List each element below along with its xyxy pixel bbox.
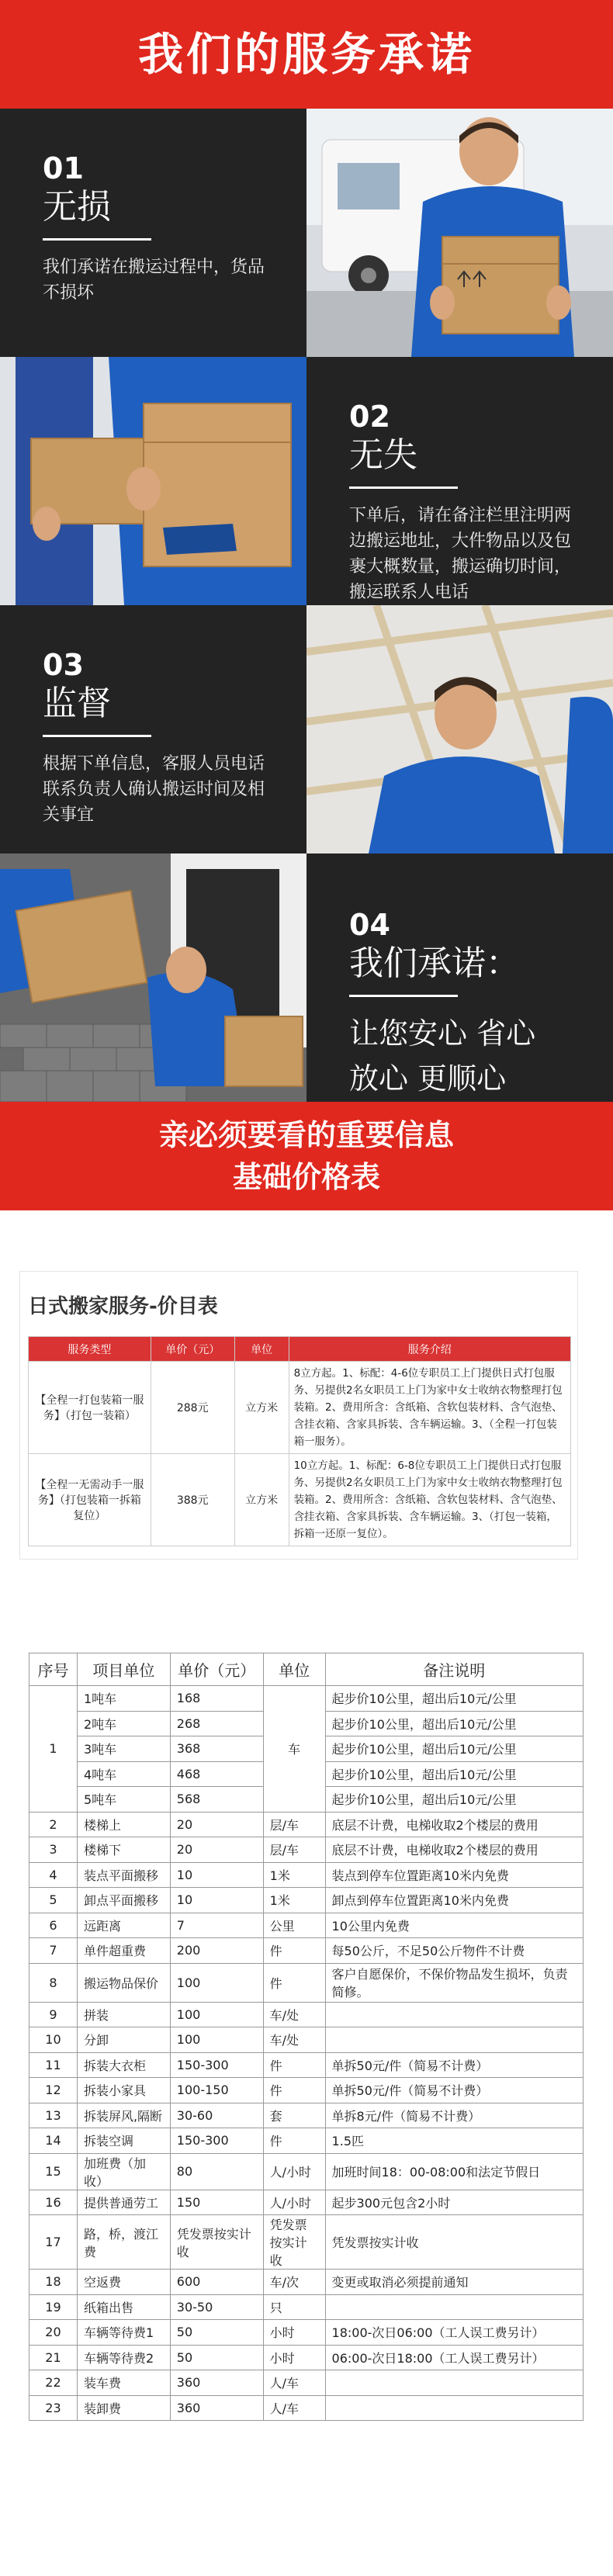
promise-number: 03 xyxy=(43,648,84,682)
item-price: 568 xyxy=(170,1787,263,1813)
item-price: 凭发票按实计收 xyxy=(170,2215,263,2270)
row-number: 19 xyxy=(29,2294,78,2320)
item-price: 168 xyxy=(170,1686,263,1712)
table-row xyxy=(29,2215,584,2270)
row-number: 7 xyxy=(29,1938,78,1964)
item-note: 卸点到停车位置距离10米内免费 xyxy=(325,1888,583,1913)
item-name: 提供普通劳工 xyxy=(77,2190,170,2215)
item-unit: 小时 xyxy=(263,2345,325,2370)
item-price: 150 xyxy=(170,2190,263,2215)
header-cell: 项目单位 xyxy=(77,1653,170,1686)
table-row xyxy=(29,1454,571,1546)
table-row xyxy=(29,1913,584,1938)
item-unit: 件 xyxy=(263,1938,325,1964)
item-price: 30-60 xyxy=(170,2103,263,2128)
table-row xyxy=(29,2270,584,2295)
item-unit: 凭发票按实计收 xyxy=(263,2215,325,2270)
item-unit: 车/处 xyxy=(263,2027,325,2053)
item-price: 368 xyxy=(170,1736,263,1762)
item-note: 起步价10公里，超出后10元/公里 xyxy=(325,1736,583,1762)
item-note: 底层不计费，电梯收取2个楼层的费用 xyxy=(325,1837,583,1863)
item-price: 100 xyxy=(170,1963,263,2002)
spacer xyxy=(0,1560,613,1653)
item-note: 客户自愿保价，不保价物品发生损坏，负责简修。 xyxy=(325,1963,583,2002)
promise-title: 监督 xyxy=(43,684,111,723)
promise-text-2 xyxy=(306,357,613,605)
item-price: 50 xyxy=(170,2345,263,2370)
item-note: 起步价10公里，超出后10元/公里 xyxy=(325,1761,583,1787)
promise-desc: 我们承诺在搬运过程中，货品不损坏 xyxy=(43,258,265,303)
item-unit: 套 xyxy=(263,2103,325,2128)
promise-text-3 xyxy=(0,605,306,853)
table-row xyxy=(29,2128,584,2154)
service-detail: 10立方起。1、标配：6-8位专职员工上门提供日式打包服务、另提供2名女职员工上门为家中女士收纳衣物整理打包装箱。2、费用所含：含纸箱、含软包装材料、含气泡垫、含挂衣箱、含家具拆装、含车辆运输。3、（打包一装箱，拆箱一还原一复位）。 xyxy=(289,1454,570,1546)
top-banner-title: 我们的服务承诺 xyxy=(137,28,475,81)
service-detail: 8立方起。1、标配：4-6位专职员工上门提供日式打包服务、另提供2名女职员工上门为家中女士收纳衣物整理打包装箱。2、费用所含：含纸箱、含软包装材料、含气泡垫、含挂衣箱、含家具拆装、含车辆运输。3、（全程一打包装箱一服务）。 xyxy=(289,1362,570,1454)
promise-text-1 xyxy=(0,109,306,357)
item-price: 80 xyxy=(170,2153,263,2190)
item-note: 起步价10公里，超出后10元/公里 xyxy=(325,1686,583,1712)
item-note: 每50公斤，不足50公斤物件不计费 xyxy=(325,1938,583,1964)
service-type: 【全程一无需动手一服务】（打包装箱一拆箱复位） xyxy=(29,1454,151,1546)
item-unit: 小时 xyxy=(263,2320,325,2346)
item-name: 2吨车 xyxy=(77,1711,170,1736)
item-note: 底层不计费，电梯收取2个楼层的费用 xyxy=(325,1812,583,1837)
item-price: 20 xyxy=(170,1837,263,1863)
item-note xyxy=(325,2294,583,2320)
table-row xyxy=(29,2052,584,2078)
item-price: 360 xyxy=(170,2395,263,2421)
row-number: 12 xyxy=(29,2078,78,2103)
item-note: 装点到停车位置距离10米内免费 xyxy=(325,1862,583,1888)
service-price: 388元 xyxy=(151,1454,234,1546)
service-price: 288元 xyxy=(151,1362,234,1454)
table-row xyxy=(29,2294,584,2320)
row-number: 2 xyxy=(29,1812,78,1837)
item-note: 单拆8元/件（简易不计费） xyxy=(325,2103,583,2128)
item-price: 7 xyxy=(170,1913,263,1938)
item-name: 分卸 xyxy=(77,2027,170,2053)
promise-row-4 xyxy=(0,853,613,1102)
promise-row-1 xyxy=(0,109,613,357)
item-unit: 人/车 xyxy=(263,2395,325,2421)
promise-line-2: 放心 更顺心 xyxy=(349,1061,507,1096)
item-name: 车辆等待费1 xyxy=(77,2320,170,2346)
item-name: 纸箱出售 xyxy=(77,2294,170,2320)
row-number: 14 xyxy=(29,2128,78,2154)
item-name: 楼梯下 xyxy=(77,1837,170,1863)
row-number: 13 xyxy=(29,2103,78,2128)
item-price: 150-300 xyxy=(170,2128,263,2154)
row-number: 6 xyxy=(29,1913,78,1938)
item-price: 100 xyxy=(170,2027,263,2053)
movers-loading-van-photo xyxy=(0,853,306,1102)
item-name: 拆装屏风,隔断 xyxy=(77,2103,170,2128)
item-name: 装点平面搬移 xyxy=(77,1862,170,1888)
item-price: 268 xyxy=(170,1711,263,1736)
table-row xyxy=(29,2320,584,2346)
item-note xyxy=(325,2027,583,2053)
item-note: 起步价10公里，超出后10元/公里 xyxy=(325,1711,583,1736)
table-row xyxy=(29,2370,584,2396)
row-number: 21 xyxy=(29,2345,78,2370)
item-name: 拼装 xyxy=(77,2002,170,2027)
item-note: 变更或取消必须提前通知 xyxy=(325,2270,583,2295)
row-number: 8 xyxy=(29,1963,78,2002)
item-unit: 1米 xyxy=(263,1862,325,1888)
table-row xyxy=(29,2345,584,2370)
item-name: 楼梯上 xyxy=(77,1812,170,1837)
table-header-row xyxy=(29,1653,584,1686)
table-row xyxy=(29,1812,584,1837)
item-note xyxy=(325,2370,583,2396)
mover-assembling-shelf-photo xyxy=(306,605,613,853)
promise-row-3 xyxy=(0,605,613,853)
item-name: 卸点平面搬移 xyxy=(77,1888,170,1913)
table-row xyxy=(29,2153,584,2190)
item-price: 360 xyxy=(170,2370,263,2396)
item-name: 搬运物品保价 xyxy=(77,1963,170,2002)
item-name: 空返费 xyxy=(77,2270,170,2295)
table-row xyxy=(29,1862,584,1888)
item-name: 加班费（加收） xyxy=(77,2153,170,2190)
item-name: 装卸费 xyxy=(77,2395,170,2421)
item-note: 单拆50元/件（简易不计费） xyxy=(325,2052,583,2078)
promise-title: 无损 xyxy=(43,187,111,227)
info-banner-line-1: 亲必须要看的重要信息 xyxy=(158,1118,454,1152)
item-price: 150-300 xyxy=(170,2052,263,2078)
service-price-table xyxy=(28,1336,571,1546)
table-row xyxy=(29,2078,584,2103)
row-number: 18 xyxy=(29,2270,78,2295)
item-name: 路，桥，渡江费 xyxy=(77,2215,170,2270)
item-note: 凭发票按实计收 xyxy=(325,2215,583,2270)
item-note: 18:00-次日06:00（工人误工费另计） xyxy=(325,2320,583,2346)
table-row xyxy=(29,2027,584,2053)
item-unit: 人/车 xyxy=(263,2370,325,2396)
item-name: 5吨车 xyxy=(77,1787,170,1813)
promise-title: 我们承诺： xyxy=(349,943,520,983)
item-unit: 人/小时 xyxy=(263,2153,325,2190)
item-note: 10公里内免费 xyxy=(325,1913,583,1938)
item-unit: 车 xyxy=(263,1686,325,1813)
header-cell: 服务介绍 xyxy=(289,1337,570,1362)
item-unit: 件 xyxy=(263,2078,325,2103)
table-row xyxy=(29,2190,584,2215)
item-unit: 层/车 xyxy=(263,1837,325,1863)
promise-desc: 下单后，请在备注栏里注明两边搬运地址，大件物品以及包裹大概数量，搬运确切时间，搬运联系人电话 xyxy=(349,506,572,602)
item-name: 远距离 xyxy=(77,1913,170,1938)
divider xyxy=(43,238,151,241)
item-price: 10 xyxy=(170,1862,263,1888)
service-type: 【全程一打包装箱一服务】（打包一装箱） xyxy=(29,1362,151,1454)
item-unit: 只 xyxy=(263,2294,325,2320)
table-row xyxy=(29,2002,584,2027)
header-cell: 单价（元） xyxy=(170,1653,263,1686)
row-number: 4 xyxy=(29,1862,78,1888)
table-row xyxy=(29,1963,584,2002)
item-name: 拆装大衣柜 xyxy=(77,2052,170,2078)
row-number: 15 xyxy=(29,2153,78,2190)
table-header-row xyxy=(29,1337,571,1362)
item-unit: 车/次 xyxy=(263,2270,325,2295)
item-name: 4吨车 xyxy=(77,1761,170,1787)
header-cell: 备注说明 xyxy=(325,1653,583,1686)
basic-price-table xyxy=(29,1653,584,2421)
item-unit: 人/小时 xyxy=(263,2190,325,2215)
table-row xyxy=(29,2103,584,2128)
item-price: 20 xyxy=(170,1812,263,1837)
row-number: 23 xyxy=(29,2395,78,2421)
header-cell: 单位 xyxy=(263,1653,325,1686)
header-cell: 服务类型 xyxy=(29,1337,151,1362)
item-note: 单拆50元/件（简易不计费） xyxy=(325,2078,583,2103)
mover-carrying-box-photo xyxy=(0,357,306,605)
row-number: 9 xyxy=(29,2002,78,2027)
promise-desc: 根据下单信息，客服人员电话联系负责人确认搬运时间及相关事宜 xyxy=(43,754,265,825)
table-row xyxy=(29,1686,584,1712)
table-row xyxy=(29,1888,584,1913)
item-note: 起步价10公里，超出后10元/公里 xyxy=(325,1787,583,1813)
promise-text-4 xyxy=(306,853,613,1102)
table-row xyxy=(29,1362,571,1454)
promise-number: 04 xyxy=(349,908,390,942)
item-name: 1吨车 xyxy=(77,1686,170,1712)
spacer xyxy=(0,1210,613,1271)
header-cell: 单价（元） xyxy=(151,1337,234,1362)
divider xyxy=(349,995,458,997)
item-unit: 公里 xyxy=(263,1913,325,1938)
promise-number: 01 xyxy=(43,151,84,185)
row-number: 20 xyxy=(29,2320,78,2346)
promise-section xyxy=(0,109,613,1102)
promise-title: 无失 xyxy=(349,435,417,475)
row-number: 3 xyxy=(29,1837,78,1863)
top-banner xyxy=(0,0,613,109)
row-number: 16 xyxy=(29,2190,78,2215)
item-note xyxy=(325,2002,583,2027)
item-price: 100-150 xyxy=(170,2078,263,2103)
item-price: 200 xyxy=(170,1938,263,1964)
divider xyxy=(43,735,151,737)
header-cell: 单位 xyxy=(234,1337,289,1362)
item-name: 3吨车 xyxy=(77,1736,170,1762)
price-table-body xyxy=(29,1686,584,2421)
table-row xyxy=(29,1837,584,1863)
row-number: 17 xyxy=(29,2215,78,2270)
item-price: 600 xyxy=(170,2270,263,2295)
item-unit: 件 xyxy=(263,2052,325,2078)
table-row xyxy=(29,2395,584,2421)
item-name: 装车费 xyxy=(77,2370,170,2396)
row-number: 5 xyxy=(29,1888,78,1913)
service-unit: 立方米 xyxy=(234,1454,289,1546)
info-banner xyxy=(0,1102,613,1210)
row-number: 22 xyxy=(29,2370,78,2396)
promise-row-2 xyxy=(0,357,613,605)
row-number: 1 xyxy=(29,1686,78,1813)
item-unit: 件 xyxy=(263,2128,325,2154)
item-note: 加班时间18：00-08:00和法定节假日 xyxy=(325,2153,583,2190)
item-unit: 车/处 xyxy=(263,2002,325,2027)
header-cell: 序号 xyxy=(29,1653,78,1686)
item-price: 100 xyxy=(170,2002,263,2027)
item-note: 06:00-次日18:00（工人误工费另计） xyxy=(325,2345,583,2370)
promise-number: 02 xyxy=(349,400,390,434)
row-number: 11 xyxy=(29,2052,78,2078)
mover-with-truck-photo xyxy=(306,109,613,357)
row-number: 10 xyxy=(29,2027,78,2053)
item-unit: 件 xyxy=(263,1963,325,2002)
item-name: 拆装空调 xyxy=(77,2128,170,2154)
item-price: 50 xyxy=(170,2320,263,2346)
item-note: 起步300元包含2小时 xyxy=(325,2190,583,2215)
item-note: 1.5匹 xyxy=(325,2128,583,2154)
item-unit: 层/车 xyxy=(263,1812,325,1837)
item-name: 车辆等待费2 xyxy=(77,2345,170,2370)
divider xyxy=(349,486,458,489)
item-note xyxy=(325,2395,583,2421)
promise-line-1: 让您安心 省心 xyxy=(349,1016,536,1051)
item-price: 468 xyxy=(170,1761,263,1787)
info-banner-line-2: 基础价格表 xyxy=(232,1160,380,1194)
item-unit: 1米 xyxy=(263,1888,325,1913)
item-price: 10 xyxy=(170,1888,263,1913)
service-price-card xyxy=(19,1271,578,1560)
item-name: 单件超重费 xyxy=(77,1938,170,1964)
item-name: 拆装小家具 xyxy=(77,2078,170,2103)
service-unit: 立方米 xyxy=(234,1362,289,1454)
service-table-title: 日式搬家服务-价目表 xyxy=(28,1295,218,1318)
table-row xyxy=(29,1938,584,1964)
item-price: 30-50 xyxy=(170,2294,263,2320)
